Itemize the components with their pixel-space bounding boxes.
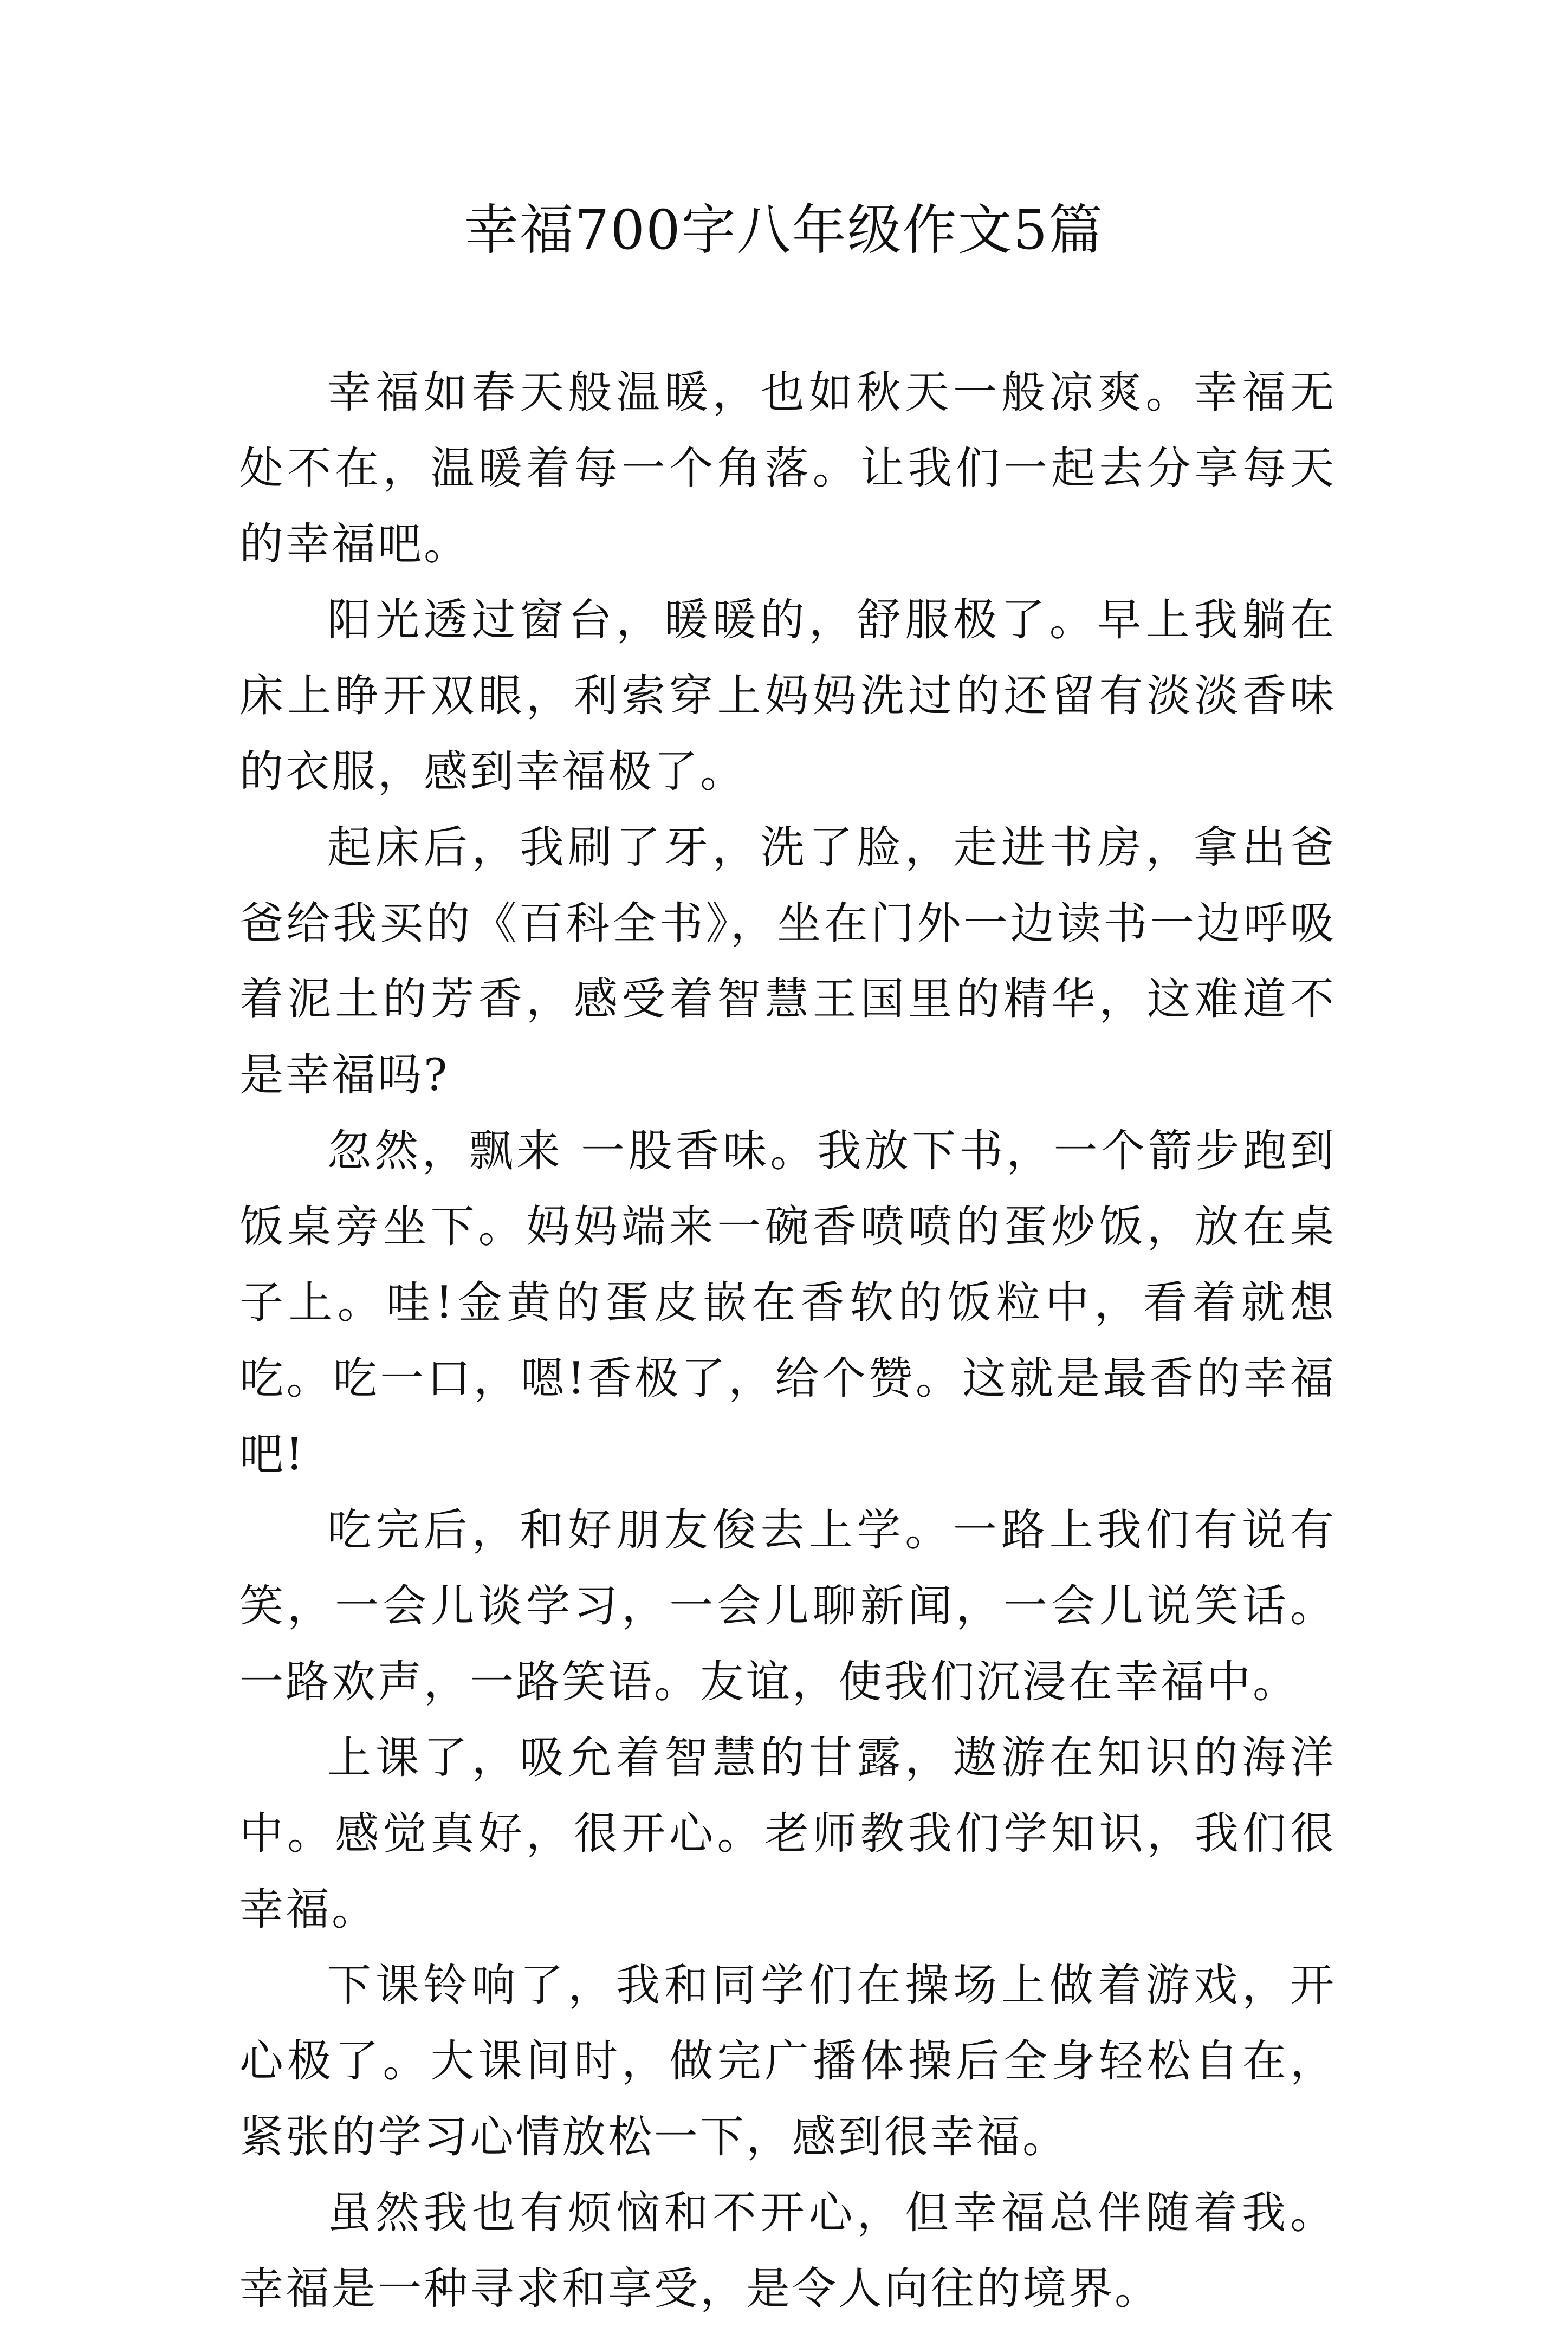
paragraph-8: 虽然我也有烦恼和不开心，但幸福总伴随着我。幸福是一种寻求和享受，是令人向往的境界。	[239, 2188, 1336, 2315]
paragraph-3: 起床后，我刷了牙，洗了脸，走进书房，拿出爸爸给我买的《百科全书》，坐在门外一边读书一边呼吸着泥土的芳香，感受着智慧王国里的精华，这难道不是幸福吗?	[239, 822, 1336, 1101]
paragraph-1: 幸福如春天般温暖，也如秋天一般凉爽。幸福无处不在，温暖着每一个角落。让我们一起去分享每天的幸福吧。	[239, 367, 1336, 570]
paragraph-5: 吃完后，和好朋友俊去上学。一路上我们有说有笑，一会儿谈学习，一会儿聊新闻，一会儿说笑话。一路欢声，一路笑语。友谊，使我们沉浸在幸福中。	[239, 1505, 1336, 1708]
paragraph-6: 上课了，吸允着智慧的甘露，遨游在知识的海洋中。感觉真好，很开心。老师教我们学知识，我们很幸福。	[239, 1733, 1336, 1935]
paragraph-2: 阳光透过窗台，暖暖的，舒服极了。早上我躺在床上睁开双眼，利索穿上妈妈洗过的还留有淡淡香味的衣服，感到幸福极了。	[239, 595, 1336, 798]
paragraph-4: 忽然，飘来 一股香味。我放下书，一个箭步跑到饭桌旁坐下。妈妈端来一碗香喷喷的蛋炒饭，放在桌子上。哇!金黄的蛋皮嵌在香软的饭粒中，看着就想吃。吃一口，嗯!香极了，给个赞。这就是最香的幸福吧!	[239, 1126, 1336, 1480]
document-body	[239, 355, 1336, 2327]
document-title: 幸福700字八年级作文5篇	[464, 198, 1104, 262]
paragraph-7: 下课铃响了，我和同学们在操场上做着游戏，开心极了。大课间时，做完广播体操后全身轻松自在，紧张的学习心情放松一下，感到很幸福。	[239, 1960, 1336, 2163]
